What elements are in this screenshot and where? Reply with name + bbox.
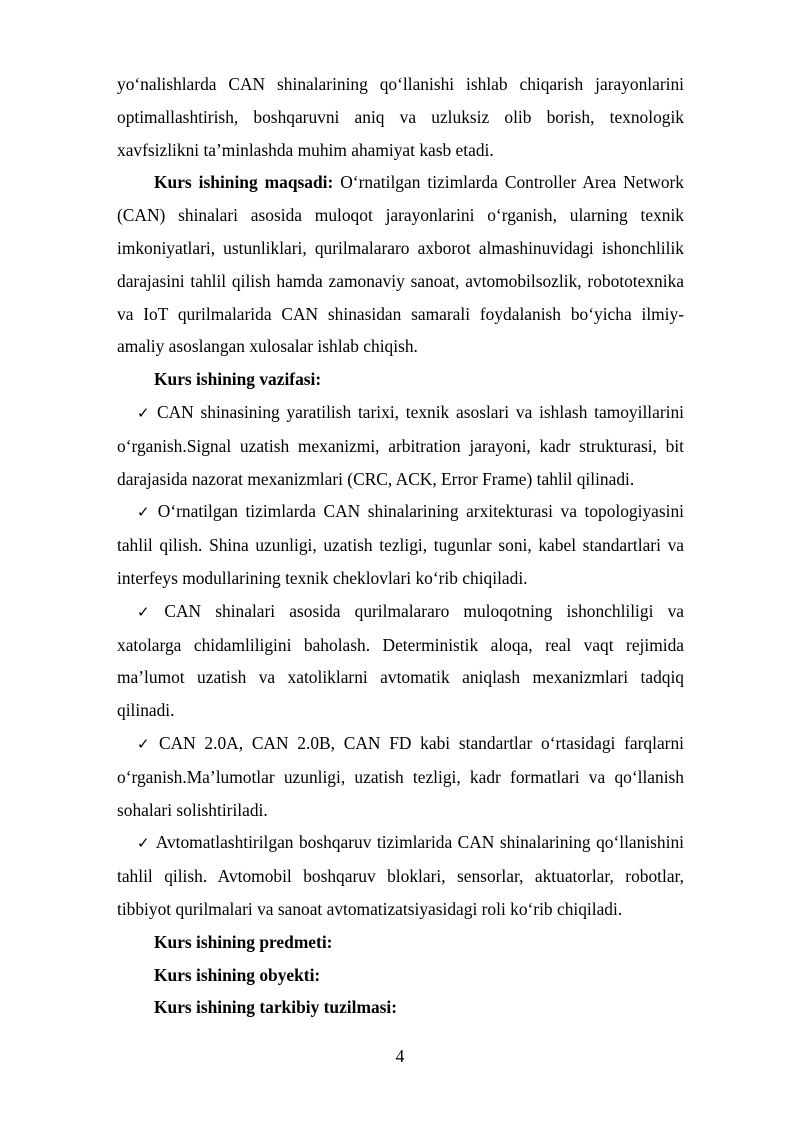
task-item-4 bbox=[117, 727, 684, 826]
goal-paragraph bbox=[117, 166, 684, 363]
checkmark-icon: ✓ bbox=[137, 834, 151, 853]
task-item-2 bbox=[117, 495, 684, 594]
page-number: 4 bbox=[395, 1046, 405, 1066]
checkmark-icon: ✓ bbox=[137, 503, 153, 522]
page-content bbox=[117, 68, 684, 1024]
task-item-text: O‘rnatilgan tizimlarda CAN shinalarining arxitekturasi va topologiyasini tahlil qilish. Shina uzunligi, uzatish tezligi, tugunlar soni, kabel standartlari va interfeys modullarining texnik cheklovlari ko‘rib chiqiladi. bbox=[117, 501, 684, 588]
goal-text: O‘rnatilgan tizimlarda Controller Area Network (CAN) shinalari asosida muloqot jarayonlarini o‘rganish, ularning texnik imkoniyatlari, ustunliklari, qurilmalararo axborot almashinuvidagi ishonchlilik darajasini tahlil qilish hamda zamonaviy sanoat, avtomobilsozlik, robototexnika va IoT qurilmalarida CAN shinasidan samarali foydalanish bo‘yicha ilmiy-amaliy asoslangan xulosalar ishlab chiqish. bbox=[117, 172, 684, 357]
task-item-1 bbox=[117, 396, 684, 495]
checkmark-icon: ✓ bbox=[137, 403, 152, 422]
task-item-text: Avtomatlashtirilgan boshqaruv tizimlarida CAN shinalarining qo‘llanishini tahlil qilish. Avtomobil boshqaruv bloklari, sensorlar, aktuatorlar, robotlar, tibbiyot qurilmalari va sanoat avtomatizatsiyasidagi roli ko‘rib chiqiladi. bbox=[117, 832, 684, 919]
structure-heading: Kurs ishining tarkibiy tuzilmasi: bbox=[154, 997, 398, 1018]
object-heading: Kurs ishining obyekti: bbox=[154, 964, 321, 985]
goal-label: Kurs ishining maqsadi: bbox=[154, 172, 334, 193]
checkmark-icon: ✓ bbox=[137, 602, 160, 621]
checkmark-icon: ✓ bbox=[137, 734, 154, 753]
intro-paragraph: yo‘nalishlarda CAN shinalarining qo‘llanishi ishlab chiqarish jarayonlarini optimallashtirish, boshqaruvni aniq va uzluksiz olib borish, texnologik xavfsizlikni ta’minlashda muhim ahamiyat kasb etadi. bbox=[117, 74, 684, 160]
task-item-text: CAN 2.0A, CAN 2.0B, CAN FD kabi standartlar o‘rtasidagi farqlarni o‘rganish.Ma’lumotlar uzunligi, uzatish tezligi, kadr formatlari va qo‘llanish sohalari solishtiriladi. bbox=[117, 732, 684, 820]
task-item-text: CAN shinalari asosida qurilmalararo muloqotning ishonchliligi va xatolarga chidamliligini baholash. Deterministik aloqa, real vaqt rejimida ma’lumot uzatish va xatoliklarni avtomatik aniqlash mexanizmlari tadqiq qilinadi. bbox=[117, 600, 684, 721]
subject-heading: Kurs ishining predmeti: bbox=[154, 931, 333, 952]
task-item-5 bbox=[117, 826, 684, 925]
task-item-3 bbox=[117, 595, 684, 727]
task-item-text: CAN shinasining yaratilish tarixi, texnik asoslari va ishlash tamoyillarini o‘rganish.Signal uzatish mexanizmi, arbitration jarayoni, kadr strukturasi, bit darajasida nazorat mexanizmlari (CRC, ACK, Error Frame) tahlil qilinadi. bbox=[117, 401, 684, 489]
tasks-heading: Kurs ishining vazifasi: bbox=[154, 369, 322, 390]
